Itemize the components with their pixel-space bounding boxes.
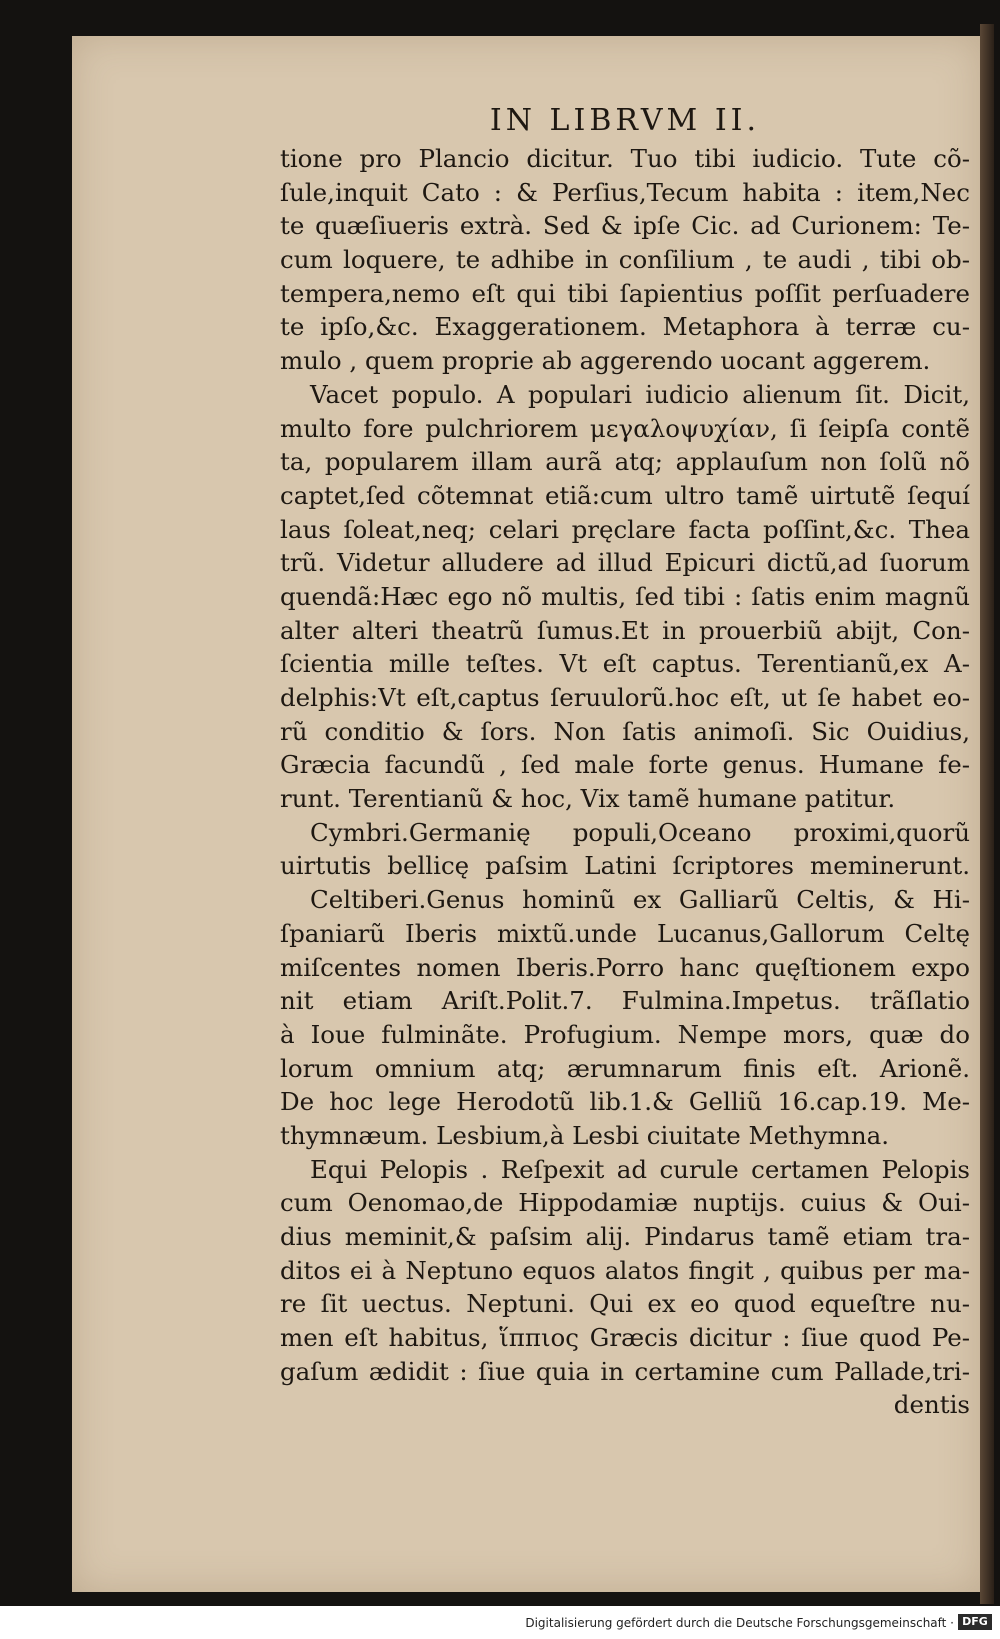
text-line: rũ conditio & ſors. Non ſatis animoſi. Sic Ouidius,	[280, 716, 970, 746]
text-line: à Ioue fulminãte. Profugium. Nempe mors, quæ do	[280, 1019, 970, 1049]
text-line: trũ. Videtur alludere ad illud Epicuri dictũ,ad ſuorum	[280, 548, 970, 578]
page-edge	[980, 24, 994, 1604]
text-line: tempera,nemo eſt qui tibi ſapientius poſſit perſuadere	[280, 278, 970, 308]
text-line: delphis:Vt eſt,captus ſeruulorũ.hoc eſt, ut ſe habet eo-	[280, 683, 970, 712]
text-line: cum Oenomao,de Hippodamiæ nuptijs. cuius & Oui-	[280, 1188, 970, 1218]
text-line: Equi Pelopis . Reſpexit ad curule certamen Pelopis	[310, 1154, 970, 1184]
text-line: Celtiberi.Genus hominũ ex Galliarũ Celtis, & Hi-	[310, 885, 970, 915]
text-line: multo fore pulchriorem μεγαλοψυχίαν, ſi ſeipſa contẽ	[280, 413, 970, 443]
text-line: ſpaniarũ Iberis mixtũ.unde Lucanus,Gallorum Celtę	[280, 918, 970, 948]
text-line: tione pro Plancio dicitur. Tuo tibi iudicio. Tute cõ-	[280, 144, 970, 173]
footer-credit: Digitalisierung gefördert durch die Deutsche Forschungsgemeinschaft ·	[525, 1616, 954, 1630]
text-line: uirtutis bellicę paſsim Latini ſcriptores meminerunt.	[280, 851, 970, 881]
text-line: te ipſo,&c. Exaggerationem. Metaphora à terræ cu-	[280, 312, 970, 342]
text-line: captet,ſed cõtemnat etiã:cum ultro tamẽ uirtutẽ ſequí	[280, 480, 970, 510]
text-line: gaſum ædidit : ſiue quia in certamine cum Pallade,tri-	[280, 1356, 970, 1386]
text-line: quendã:Hæc ego nõ multis, ſed tibi : ſatis enim magnũ	[280, 581, 970, 611]
text-line: men eſt habitus, ἵππιος Græcis dicitur : ſiue quod Pe-	[280, 1323, 970, 1353]
text-line: re ſit uectus. Neptuni. Qui ex eo quod equeſtre nu-	[280, 1289, 970, 1319]
text-line: Cymbri.Germanię populi,Oceano proximi,quorũ	[310, 817, 970, 847]
text-line: ſcientia mille teſtes. Vt eſt captus. Terentianũ,ex A-	[280, 649, 970, 679]
text-line: De hoc lege Herodotũ lib.1.& Gelliũ 16.cap.19. Me-	[280, 1087, 970, 1117]
text-line: ta, popularem illam aurã atq; applauſum non ſolũ nõ	[280, 447, 970, 477]
digitization-footer	[0, 1606, 1000, 1639]
text-line: ſule,inquit Cato : & Perſius,Tecum habita : item,Nec	[280, 177, 970, 207]
running-head: IN LIBRVM II.	[489, 103, 761, 138]
text-line: mulo , quem proprie ab aggerendo uocant aggerem.	[280, 346, 931, 376]
text-line: miſcentes nomen Iberis.Porro hanc quęſtionem expo	[280, 952, 970, 982]
dfg-logo: DFG	[958, 1614, 992, 1630]
text-line: te quæſiueris extrà. Sed & ipſe Cic. ad Curionem: Te-	[280, 211, 970, 241]
text-line: thymnæum. Lesbium,à Lesbi ciuitate Methymna.	[280, 1120, 890, 1150]
text-line: laus ſoleat,neq; celari pręclare facta poſſint,&c. Thea	[280, 514, 970, 544]
text-line: runt. Terentianũ & hoc, Vix tamẽ humane patitur.	[280, 784, 896, 814]
text-line: nit etiam Ariſt.Polit.7. Fulmina.Impetus. trãſlatio	[280, 986, 970, 1016]
text-line: dius meminit,& paſsim alij. Pindarus tamẽ etiam tra-	[280, 1222, 970, 1251]
text-line: ditos ei à Neptuno equos alatos fingit , quibus per ma-	[280, 1255, 970, 1285]
text-line: Græcia facundũ , ſed male forte genus. Humane fe-	[280, 750, 970, 780]
text-line: cum loquere, te adhibe in conſilium , te audi , tibi ob-	[280, 245, 970, 275]
text-lines	[280, 142, 970, 1388]
text-line: lorum omnium atq; ærumnarum finis eſt. Arionẽ.	[280, 1053, 970, 1083]
catchword: dentis	[893, 1390, 970, 1420]
text-line: Vacet populo. A populari iudicio alienum ſit. Dicit,	[310, 379, 970, 409]
text-line: alter alteri theatrũ ſumus.Et in prouerbiũ abijt, Con-	[280, 615, 970, 645]
page-text-block	[280, 104, 970, 1422]
